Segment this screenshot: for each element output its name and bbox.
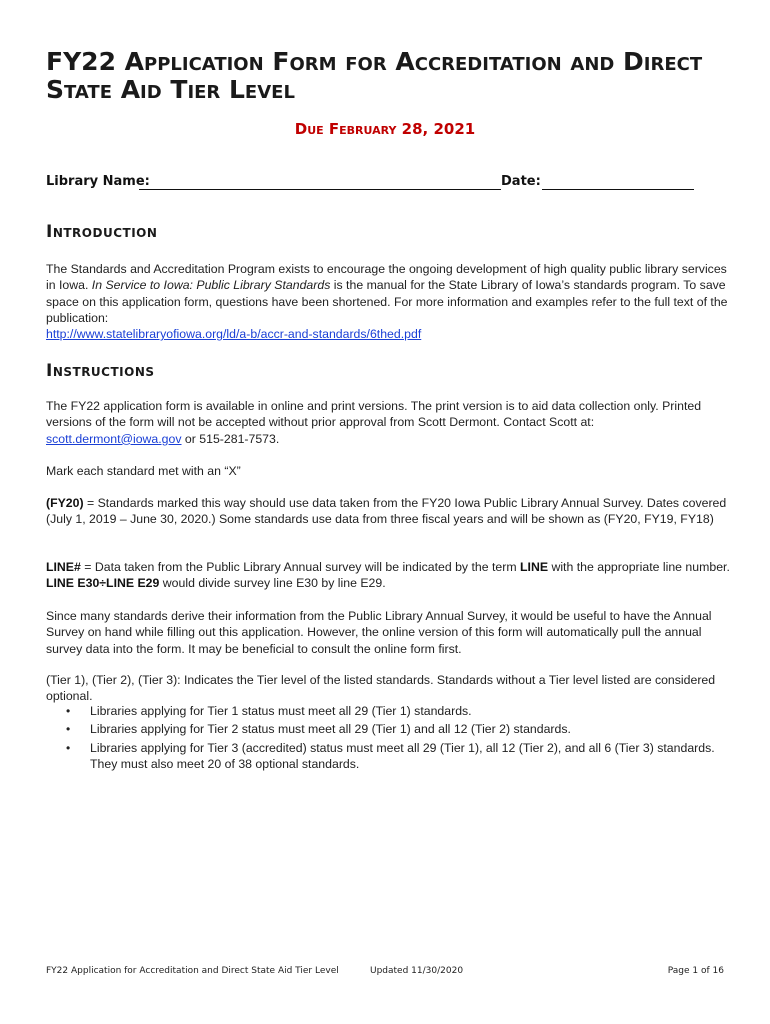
introduction-heading: Introduction xyxy=(46,222,158,242)
list-item xyxy=(46,703,736,719)
tier-requirements-list xyxy=(46,703,736,774)
line-marker: LINE# xyxy=(46,560,81,574)
footer-page-number: Page 1 of 16 xyxy=(667,966,724,976)
footer-document-title: FY22 Application for Accreditation and Direct State Aid Tier Level xyxy=(46,966,339,976)
intro-text-1: The Standards and Accreditation Program exists to encourage the ongoing development of high quality public library services in Iowa. xyxy=(46,262,727,293)
bullet-icon: • xyxy=(66,704,71,718)
publication-link[interactable]: http://www.statelibraryofiowa.org/ld/a-b/accr-and-standards/6thed.pdf xyxy=(46,327,422,342)
tier-3-requirement: Libraries applying for Tier 3 (accredited) status must meet all 29 (Tier 1), all 12 (Tier 2), and all 6 (Tier 3) standards. They must also meet 20 of 38 optional standards. xyxy=(90,740,715,771)
line-text-3: would divide survey line E30 by line E29. xyxy=(159,576,386,591)
instructions-paragraph-2: Mark each standard met with an “X” xyxy=(46,464,241,478)
instructions-text-1: The FY22 application form is available in online and print versions. The print version is to aid data collection only. Printed versions of the form will not be accepted without prior approval from Scott Dermont. Contact Scott at: xyxy=(46,399,702,430)
instructions-paragraph-6: (Tier 1), (Tier 2), (Tier 3): Indicates the Tier level of the listed standards. Standards without a Tier level listed are considered optional. xyxy=(46,673,716,704)
fy20-marker: (FY20) xyxy=(46,496,84,510)
library-name-date-line xyxy=(46,174,706,194)
library-name-label: Library Name: xyxy=(46,174,150,189)
list-item xyxy=(46,721,736,737)
email-link[interactable]: scott.dermont@iowa.gov xyxy=(46,431,182,446)
line-text-1: = Data taken from the Public Library Annual survey will be indicated by the term xyxy=(80,560,521,574)
due-date: Due February 28, 2021 xyxy=(294,120,476,138)
fy20-description: = Standards marked this way should use data taken from the FY20 Iowa Public Library Annual Survey. Dates covered (July 1, 2019 – June 30, 2020.) Some standards use data from three fiscal years and will be shown as (FY20, FY19, FY18) xyxy=(46,496,727,527)
list-item xyxy=(46,740,736,773)
instructions-heading: Instructions xyxy=(46,361,155,381)
footer-updated-date: Updated 11/30/2020 xyxy=(370,966,464,976)
intro-text-2: is the manual for the State Library of Iowa’s standards program. To save space on this application form, questions have been shortened. For more information and examples refer to the full text of the publication: xyxy=(46,278,728,325)
line-example: LINE E30÷LINE E29 xyxy=(46,576,160,591)
instructions-paragraph-5: Since many standards derive their information from the Public Library Annual Survey, it would be useful to have the Annual Survey on hand while filling out this application. However, the online version of this form will automatically pull the annual survey data into the form. It may be beneficial to consult the online form first. xyxy=(46,609,712,656)
intro-publication-title: In Service to Iowa: Public Library Standards xyxy=(91,278,331,293)
bullet-icon: • xyxy=(66,740,71,755)
introduction-paragraph xyxy=(46,261,730,342)
instructions-text-2: or 515-281-7573. xyxy=(181,431,280,446)
line-term: LINE xyxy=(520,560,549,574)
instructions-paragraph-1 xyxy=(46,398,730,447)
line-text-2: with the appropriate line number. xyxy=(548,560,730,574)
library-name-blank[interactable] xyxy=(139,189,501,190)
date-label: Date: xyxy=(501,174,541,189)
date-blank[interactable] xyxy=(542,189,694,190)
tier-2-requirement: Libraries applying for Tier 2 status must meet all 29 (Tier 1) and all 12 (Tier 2) standards. xyxy=(90,722,571,737)
instructions-paragraph-3 xyxy=(46,495,730,528)
instructions-paragraph-4 xyxy=(46,559,730,592)
tier-1-requirement: Libraries applying for Tier 1 status must meet all 29 (Tier 1) standards. xyxy=(90,704,472,718)
document-title: FY22 Application Form for Accreditation and Direct State Aid Tier Level xyxy=(46,47,703,104)
bullet-icon: • xyxy=(66,722,71,737)
